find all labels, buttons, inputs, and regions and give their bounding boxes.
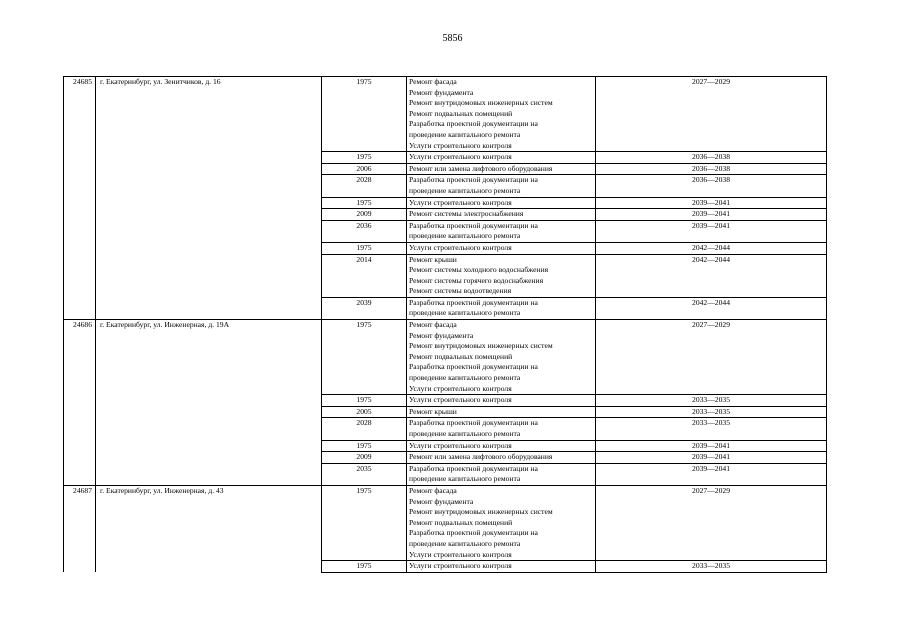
year-cell: 1975 xyxy=(322,242,407,254)
period-cell: 2039—2041 xyxy=(596,463,827,485)
work-type-line: Разработка проектной документации на xyxy=(409,175,538,185)
work-type-line: проведение капитального ремонта xyxy=(409,538,521,548)
year-cell: 2014 xyxy=(322,254,407,297)
period-cell: 2027—2029 xyxy=(596,485,827,560)
table-row xyxy=(64,320,827,395)
work-type-line: Разработка проектной документации на xyxy=(409,119,538,129)
work-type-cell xyxy=(407,209,596,221)
work-type-line: проведение капитального ремонта xyxy=(409,185,521,195)
work-type-line: Ремонт фасада xyxy=(409,320,457,330)
work-type-line: Услуги строительного контроля xyxy=(409,549,512,559)
work-type-line: Ремонт внутридомовых инженерных систем xyxy=(409,507,553,517)
work-type-line: Ремонт фундамента xyxy=(409,330,474,340)
work-type-line: проведение капитального ремонта xyxy=(409,308,521,318)
work-type-line: проведение капитального ремонта xyxy=(409,474,521,484)
house-address-cell: г. Екатеринбург, ул. Инженерная, д. 19А xyxy=(96,320,322,486)
year-cell: 2006 xyxy=(322,163,407,175)
year-cell: 1975 xyxy=(322,395,407,407)
work-type-line: проведение капитального ремонта xyxy=(409,129,521,139)
work-type-line: Ремонт фасада xyxy=(409,77,457,86)
work-type-line: проведение капитального ремонта xyxy=(409,373,521,383)
year-cell: 1975 xyxy=(322,440,407,452)
work-type-line: Услуги строительного контроля xyxy=(409,395,512,405)
period-cell: 2039—2041 xyxy=(596,209,827,221)
work-type-line: Ремонт системы холодного водоснабжения xyxy=(409,265,549,275)
work-type-line: Разработка проектной документации на xyxy=(409,362,538,372)
period-cell: 2042—2044 xyxy=(596,297,827,319)
work-type-cell xyxy=(407,485,596,560)
table-body xyxy=(64,77,827,573)
period-cell: 2027—2029 xyxy=(596,77,827,152)
period-cell: 2036—2038 xyxy=(596,163,827,175)
work-type-line: Ремонт крыши xyxy=(409,406,457,416)
house-id-cell: 24685 xyxy=(64,77,96,320)
work-type-line: Ремонт системы электроснабжения xyxy=(409,209,524,219)
work-type-cell xyxy=(407,242,596,254)
work-type-cell xyxy=(407,220,596,242)
work-type-line: Ремонт или замена лифтового оборудования xyxy=(409,163,553,173)
table-row xyxy=(64,77,827,152)
work-type-line: Ремонт крыши xyxy=(409,254,457,264)
work-type-line: Ремонт подвальных помещений xyxy=(409,351,513,361)
work-type-line: Услуги строительного контроля xyxy=(409,140,512,150)
work-type-line: Разработка проектной документации на xyxy=(409,220,538,230)
period-cell: 2036—2038 xyxy=(596,175,827,197)
work-type-line: Ремонт фасада xyxy=(409,485,457,495)
work-type-cell xyxy=(407,197,596,209)
year-cell: 1975 xyxy=(322,77,407,152)
period-cell: 2027—2029 xyxy=(596,320,827,395)
work-type-cell xyxy=(407,163,596,175)
work-type-line: Ремонт системы горячего водоснабжения xyxy=(409,275,544,285)
work-type-line: Услуги строительного контроля xyxy=(409,242,512,252)
year-cell: 2028 xyxy=(322,418,407,440)
year-cell: 2005 xyxy=(322,406,407,418)
work-type-cell xyxy=(407,152,596,164)
period-cell: 2033—2035 xyxy=(596,406,827,418)
period-cell: 2042—2044 xyxy=(596,242,827,254)
work-type-cell xyxy=(407,561,596,573)
year-cell: 1975 xyxy=(322,152,407,164)
year-cell: 1975 xyxy=(322,561,407,573)
work-type-cell xyxy=(407,175,596,197)
page-number: 5856 xyxy=(442,33,463,44)
work-type-line: Услуги строительного контроля xyxy=(409,561,512,571)
work-type-line: Разработка проектной документации на xyxy=(409,418,538,428)
year-cell: 1975 xyxy=(322,320,407,395)
year-cell: 2035 xyxy=(322,463,407,485)
work-type-cell xyxy=(407,320,596,395)
work-type-line: Ремонт фундамента xyxy=(409,496,474,506)
work-type-line: Ремонт фундамента xyxy=(409,87,474,97)
work-type-cell xyxy=(407,463,596,485)
year-cell: 2028 xyxy=(322,175,407,197)
year-cell: 2009 xyxy=(322,452,407,464)
period-cell: 2039—2041 xyxy=(596,220,827,242)
period-cell: 2039—2041 xyxy=(596,452,827,464)
work-type-cell xyxy=(407,77,596,152)
period-cell: 2039—2041 xyxy=(596,197,827,209)
work-type-line: Ремонт подвальных помещений xyxy=(409,108,513,118)
work-type-cell xyxy=(407,452,596,464)
work-type-line: Разработка проектной документации на xyxy=(409,528,538,538)
table-row xyxy=(64,485,827,560)
work-type-line: Услуги строительного контроля xyxy=(409,152,512,162)
year-cell: 2009 xyxy=(322,209,407,221)
work-type-line: Ремонт системы водоотведения xyxy=(409,286,512,296)
work-type-line: Ремонт внутридомовых инженерных систем xyxy=(409,98,553,108)
house-id-cell: 24686 xyxy=(64,320,96,486)
house-address-cell: г. Екатеринбург, ул. Зенитчиков, д. 16 xyxy=(96,77,322,320)
work-type-line: проведение капитального ремонта xyxy=(409,231,521,241)
work-type-line: проведение капитального ремонта xyxy=(409,429,521,438)
work-type-cell xyxy=(407,395,596,407)
period-cell: 2039—2041 xyxy=(596,440,827,452)
work-type-cell xyxy=(407,406,596,418)
year-cell: 2036 xyxy=(322,220,407,242)
work-type-line: Услуги строительного контроля xyxy=(409,383,512,393)
work-type-cell xyxy=(407,418,596,440)
period-cell: 2033—2035 xyxy=(596,418,827,440)
year-cell: 1975 xyxy=(322,197,407,209)
work-type-line: Разработка проектной документации на xyxy=(409,297,538,307)
work-type-line: Ремонт внутридомовых инженерных систем xyxy=(409,341,553,351)
work-type-line: Ремонт подвальных помещений xyxy=(409,517,513,527)
house-id-cell: 24687 xyxy=(64,485,96,572)
work-type-cell xyxy=(407,297,596,319)
work-type-line: Разработка проектной документации на xyxy=(409,463,538,473)
period-cell: 2033—2035 xyxy=(596,561,827,573)
year-cell: 2039 xyxy=(322,297,407,319)
work-type-cell xyxy=(407,440,596,452)
work-type-line: Услуги строительного контроля xyxy=(409,197,512,207)
period-cell: 2036—2038 xyxy=(596,152,827,164)
work-type-line: Ремонт или замена лифтового оборудования xyxy=(409,452,553,462)
period-cell: 2033—2035 xyxy=(596,395,827,407)
period-cell: 2042—2044 xyxy=(596,254,827,297)
year-cell: 1975 xyxy=(322,485,407,560)
house-address-cell: г. Екатеринбург, ул. Инженерная, д. 43 xyxy=(96,485,322,572)
work-type-cell xyxy=(407,254,596,297)
work-type-line: Услуги строительного контроля xyxy=(409,440,512,450)
repair-schedule-table xyxy=(63,76,827,573)
